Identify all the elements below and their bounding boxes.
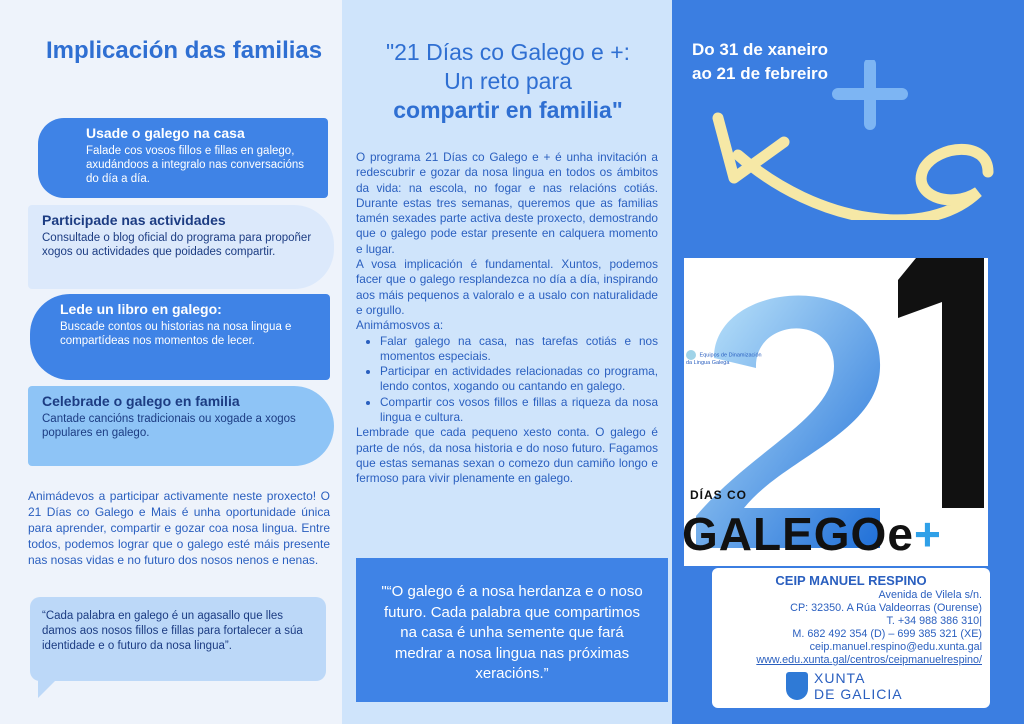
- list-item: • Falar galego na casa, nas tarefas cotiás e nos momentos especiais.: [380, 334, 658, 365]
- bullet-list: [356, 334, 658, 426]
- speech-bubble-tail: [38, 680, 56, 698]
- logo-dias-co: DÍAS CO: [690, 488, 748, 502]
- paragraph: O programa 21 Días co Galego e + é unha invitación a redescubrir e gozar da nosa lingua en todos os ámbitos da vida: na escola, no fogar e nas relacións cotiás. Durante estas tres semanas, queremos que as familias tamén sexades parte activa deste proxecto, demostrando que o galego pode estar presente en calquera momento e lugar.: [356, 150, 658, 256]
- panel1-quote-bubble: “Cada palabra en galego é un agasallo que lles damos aos nosos fillos e fillas para fortalecer a súa identidade e o futuro da nosa lingua”.: [30, 597, 326, 681]
- xunta-shield-icon: [786, 672, 808, 700]
- school-name: CEIP MANUEL RESPINO: [775, 573, 927, 588]
- panel2-quote: "“O galego é a nosa herdanza e o noso futuro. Cada palabra que compartimos na casa é unha semente que fará medrar a nosa lingua nas próximas xeracións.”: [356, 558, 668, 702]
- paragraph: Lembrade que cada pequeno xesto conta. O galego é parte de nós, da nosa historia e do noso futuro. Fagamos que estas semanas sexan o comezo dun camiño longo e fermoso para vivir plenamente en galego.: [356, 425, 658, 486]
- paragraph: A vosa implicación é fundamental. Xuntos, podemos facer que o galego resplandezca no día a día, inspirando aos máis pequenos a valoralo e a usalo con naturalidade e orgullo.: [356, 257, 658, 317]
- team-badge: [686, 350, 766, 366]
- card-celebrate-family: [28, 386, 334, 466]
- logo-galego-text: GALEGOe: [682, 508, 914, 560]
- school-address-2: CP: 32350. A Rúa Valdeorras (Ourense): [790, 602, 982, 614]
- date-line-2: ao 21 de febreiro: [692, 64, 829, 83]
- school-address-1: Avenida de Vilela s/n.: [878, 589, 982, 601]
- team-label: Equipos de Dinamización da Lingua Galega: [686, 352, 762, 366]
- card-participate-activities: [28, 205, 334, 289]
- card-title: Lede un libro en galego:: [60, 301, 222, 317]
- school-mobile: M. 682 492 354 (D) – 699 385 321 (XE): [792, 628, 982, 640]
- list-item: • Participar en actividades relacionadas co programa, lendo contos, xogando ou cantando en galego.: [380, 364, 658, 395]
- title-line-2: Un reto para: [444, 68, 572, 94]
- panel2-body: [356, 150, 658, 487]
- card-title: Usade o galego na casa: [86, 125, 245, 141]
- card-body: Cantade cancións tradicionais ou xogade a xogos populares en galego.: [42, 413, 296, 439]
- date-line-1: Do 31 de xaneiro: [692, 40, 829, 59]
- school-phone: T. +34 988 386 310|: [886, 615, 982, 627]
- school-email: ceip.manuel.respino@edu.xunta.gal: [809, 641, 982, 653]
- card-body: Buscade contos ou historias na nosa lingua e compartídeas nos momentos de lecer.: [60, 321, 292, 347]
- arrow-swirl-icon: [688, 60, 1018, 220]
- school-website-link[interactable]: www.edu.xunta.gal/centros/ceipmanuelrespino/: [756, 654, 982, 666]
- xunta-line-1: XUNTA: [814, 670, 866, 686]
- panel1-title: Implicación das familias: [46, 37, 323, 64]
- xunta-text: [814, 670, 903, 702]
- card-title: Participade nas actividades: [42, 212, 226, 228]
- card-title: Celebrade o galego en familia: [42, 393, 240, 409]
- panel1-paragraph: Animádevos a participar activamente neste proxecto! O 21 Días co Galego e Mais é unha oportunidade única para aprender, compartir e gozar coa nosa lingua. Entre todos, podemos lograr que o galego esté máis presente nas nosas vidas e no futuro dos nosos nenos e nenas.: [28, 489, 330, 567]
- xunta-logo: [786, 670, 926, 704]
- card-body: Consultade o blog oficial do programa para propoñer xogos ou actividades que poidades compartir.: [42, 232, 312, 258]
- card-body: Falade cos vosos fillos e fillas en galego, axudándoos a integralo nas conversacións do día a día.: [86, 145, 305, 185]
- logo-plus: +: [913, 508, 942, 560]
- list-item: • Compartir cos vosos fillos e fillas a riqueza da nosa lingua e cultura.: [380, 395, 658, 426]
- paragraph: Animámosvos a:: [356, 318, 444, 333]
- panel2-title: [352, 38, 664, 125]
- logo-galego: [682, 508, 942, 560]
- title-line-3: compartir en familia": [393, 97, 623, 123]
- card-use-galician-home: [38, 118, 328, 198]
- team-logo-icon: [686, 350, 696, 360]
- card-read-book: [30, 294, 330, 380]
- title-line-1: "21 Días co Galego e +:: [385, 39, 631, 65]
- xunta-line-2: DE GALICIA: [814, 686, 903, 702]
